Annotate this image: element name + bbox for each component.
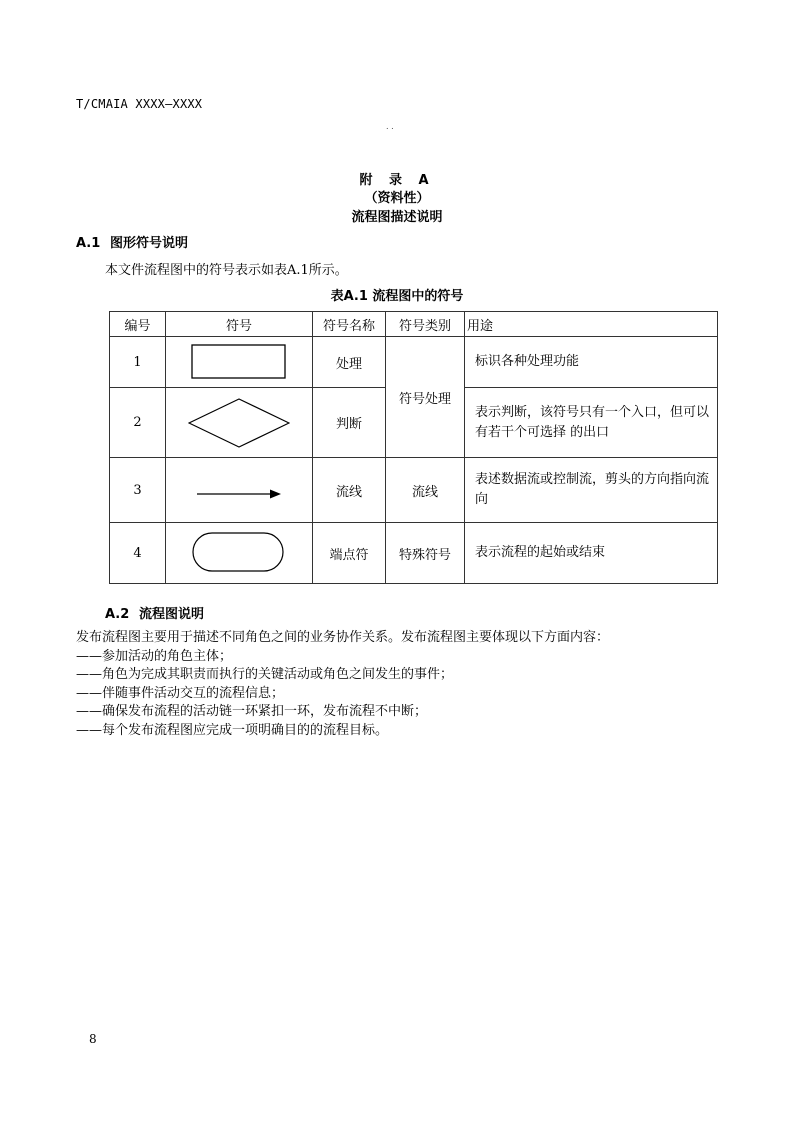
header-dots: . . xyxy=(386,122,394,131)
section-a1-intro: 本文件流程图中的符号表示如表A.1所示。 xyxy=(105,263,348,278)
header-symbol: 符号 xyxy=(166,312,313,337)
row-name: 判断 xyxy=(313,388,386,458)
list-item: ——确保发布流程的活动链一环紧扣一环，发布流程不中断； xyxy=(76,704,428,719)
row-use: 表述数据流或控制流，剪头的方向指向流向 xyxy=(465,458,718,523)
appendix-title: 流程图描述说明 xyxy=(351,210,443,225)
rectangle-icon xyxy=(166,337,313,388)
arrow-icon xyxy=(166,458,313,523)
list-item: ——参加活动的角色主体； xyxy=(76,648,233,664)
section-a2-title: 流程图说明 xyxy=(139,607,205,622)
table-row xyxy=(110,523,718,584)
list-item: ——每个发布流程图应完成一项明确目的的流程目标。 xyxy=(76,722,389,738)
header-use: 用途 xyxy=(465,312,718,337)
table-header-row xyxy=(110,312,718,337)
row-number: 4 xyxy=(110,523,166,584)
header-name: 符号名称 xyxy=(313,312,386,337)
list-item: ——角色为完成其职责而执行的关键活动或角色之间发生的事件； xyxy=(76,667,454,682)
row-name: 流线 xyxy=(313,458,386,523)
row-use: 标识各种处理功能 xyxy=(465,337,718,388)
row-category: 流线 xyxy=(386,458,465,523)
appendix-nature: （资料性） xyxy=(364,191,430,206)
appendix-label: 附 录 A xyxy=(359,173,435,188)
section-a2-number: A.2 xyxy=(105,607,130,622)
table-caption: 表A.1 流程图中的符号 xyxy=(330,289,464,304)
row-name: 端点符 xyxy=(313,523,386,584)
section-a1-title: 图形符号说明 xyxy=(110,236,189,251)
section-a2-intro: 发布流程图主要用于描述不同角色之间的业务协作关系。发布流程图主要体现以下方面内容： xyxy=(76,630,610,645)
row-number: 1 xyxy=(110,337,166,388)
symbol-table xyxy=(109,311,718,584)
merged-category: 符号处理 xyxy=(386,337,465,458)
diamond-icon xyxy=(166,388,313,458)
document-code: T/CMAIA XXXX—XXXX xyxy=(76,97,203,111)
row-number: 2 xyxy=(110,388,166,458)
table-row xyxy=(110,337,718,388)
row-category: 特殊符号 xyxy=(386,523,465,584)
page-number: 8 xyxy=(89,1032,97,1046)
header-number: 编号 xyxy=(110,312,166,337)
row-name: 处理 xyxy=(313,337,386,388)
list-item: ——伴随事件活动交互的流程信息； xyxy=(76,685,285,701)
row-use: 表示流程的起始或结束 xyxy=(465,523,718,584)
section-a1-number: A.1 xyxy=(76,236,101,251)
section-a1-heading xyxy=(76,232,188,251)
section-a2-body xyxy=(76,629,609,740)
terminal-icon xyxy=(166,523,313,584)
table-row xyxy=(110,458,718,523)
row-use: 表示判断，该符号只有一个入口，但可以有若干个可选择 的出口 xyxy=(465,388,718,458)
header-category: 符号类别 xyxy=(386,312,465,337)
section-a2-heading xyxy=(105,603,204,622)
row-number: 3 xyxy=(110,458,166,523)
